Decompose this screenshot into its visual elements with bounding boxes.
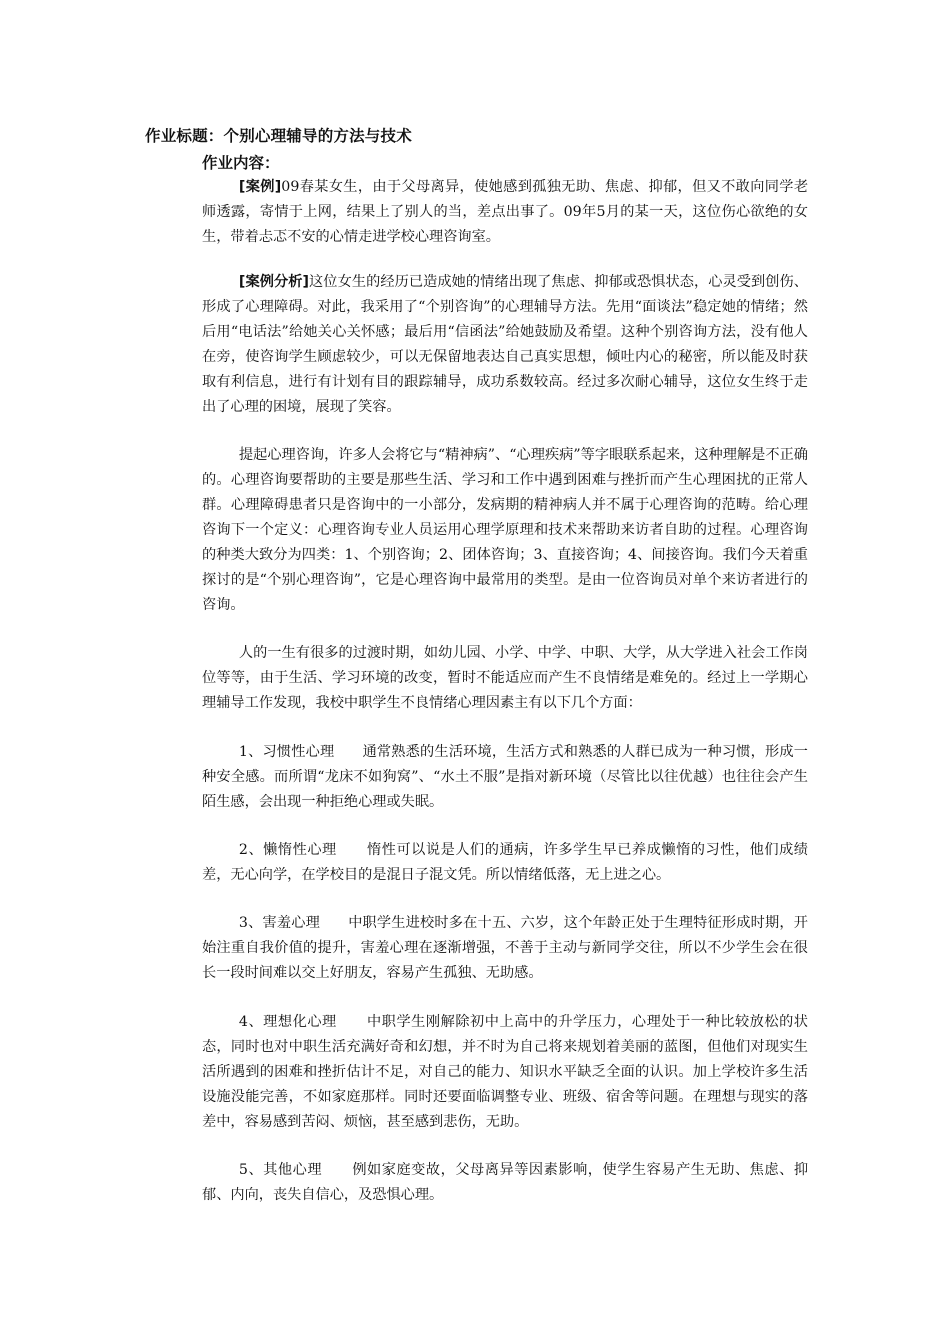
- transition-paragraph: [202, 641, 808, 716]
- factor-paragraph-4: [202, 1010, 808, 1135]
- case-paragraph: [202, 175, 808, 250]
- factor-paragraph-3: [202, 911, 808, 986]
- analysis-paragraph: [202, 270, 808, 420]
- factor-text: 中职学生进校时多在十五、六岁，这个年龄正处于生理特征形成时期，开始注重自我价值的提升，害羞心理在逐渐增强，不善于主动与新同学交往，所以不少学生会在很长一段时间难以交上好朋友，容易产生孤独、无助感。: [202, 915, 808, 981]
- factor-paragraph-1: [202, 740, 808, 815]
- assignment-title: 作业标题：个别心理辅导的方法与技术: [145, 127, 412, 145]
- factor-name: 3、害羞心理: [238, 915, 320, 931]
- factor-name: 4、理想化心理: [238, 1014, 337, 1030]
- intro-paragraph: [202, 443, 808, 618]
- factor-name: 5、其他心理: [238, 1162, 323, 1178]
- case-tag: [案例]: [238, 179, 282, 195]
- factor-paragraph-5: [202, 1158, 808, 1208]
- factor-text: 中职学生刚解除初中上高中的升学压力，心理处于一种比较放松的状态，同时也对中职生活充满好奇和幻想，并不时为自己将来规划着美丽的蓝图，但他们对现实生活所遇到的困难和挫折估计不足，对自己的能力、知识水平缺乏全面的认识。加上学校许多生活设施没能完善，不如家庭那样。同时还要面临调整专业、班级、宿舍等问题。在理想与现实的落差中，容易感到苦闷、烦恼，甚至感到悲伤，无助。: [202, 1014, 808, 1130]
- transition-text: 人的一生有很多的过渡时期，如幼儿园、小学、中学、中职、大学，从大学进入社会工作岗位等等，由于生活、学习环境的改变，暂时不能适应而产生不良情绪是难免的。经过上一学期心理辅导工作发现，我校中职学生不良情绪心理因素主有以下几个方面：: [202, 645, 808, 711]
- analysis-tag: [案例分析]: [238, 274, 309, 290]
- content-label: 作业内容：: [202, 154, 280, 172]
- factor-text: 通常熟悉的生活环境，生活方式和熟悉的人群已成为一种习惯，形成一种安全感。而所谓“龙床不如狗窝”、“水土不服”是指对新环境（尽管比以往优越）也往往会产生陌生感，会出现一种拒绝心理或失眠。: [202, 744, 808, 810]
- analysis-text: 这位女生的经历已造成她的情绪出现了焦虑、抑郁或恐惧状态，心灵受到创伤、形成了心理障碍。对此，我采用了“个别咨询”的心理辅导方法。先用“面谈法”稳定她的情绪；然后用“电话法”给她关心关怀感；最后用“信函法”给她鼓励及希望。这种个别咨询方法，没有他人在旁，使咨询学生顾虑较少，可以无保留地表达自己真实思想，倾吐内心的秘密，所以能及时获取有利信息，进行有计划有目的跟踪辅导，成功系数较高。经过多次耐心辅导，这位女生终于走出了心理的困境，展现了笑容。: [202, 274, 808, 415]
- factor-name: 1、习惯性心理: [238, 744, 335, 760]
- factor-paragraph-2: [202, 838, 808, 888]
- factor-name: 2、懒惰性心理: [238, 842, 337, 858]
- factor-text: 惰性可以说是人们的通病，许多学生早已养成懒惰的习性，他们成绩差，无心向学，在学校目的是混日子混文凭。所以情绪低落，无上进之心。: [202, 842, 808, 883]
- factor-text: 例如家庭变故，父母离异等因素影响，使学生容易产生无助、焦虑、抑郁、内向，丧失自信心，及恐惧心理。: [202, 1162, 809, 1203]
- case-text: 09春某女生，由于父母离异，使她感到孤独无助、焦虑、抑郁，但又不敢向同学老师透露，寄情于上网，结果上了别人的当，差点出事了。09年5月的某一天，这位伤心欲绝的女生，带着忐忑不安的心情走进学校心理咨询室。: [202, 179, 809, 245]
- intro-text: 提起心理咨询，许多人会将它与“精神病”、“心理疾病”等字眼联系起来，这种理解是不正确的。心理咨询要帮助的主要是那些生活、学习和工作中遇到困难与挫折而产生心理困扰的正常人群。心理障碍患者只是咨询中的一小部分，发病期的精神病人并不属于心理咨询的范畴。给心理咨询下一个定义：心理咨询专业人员运用心理学原理和技术来帮助来访者自助的过程。心理咨询的种类大致分为四类：1、个别咨询；2、团体咨询；3、直接咨询；4、间接咨询。我们今天着重探讨的是“个别心理咨询”，它是心理咨询中最常用的类型。是由一位咨询员对单个来访者进行的咨询。: [202, 447, 808, 613]
